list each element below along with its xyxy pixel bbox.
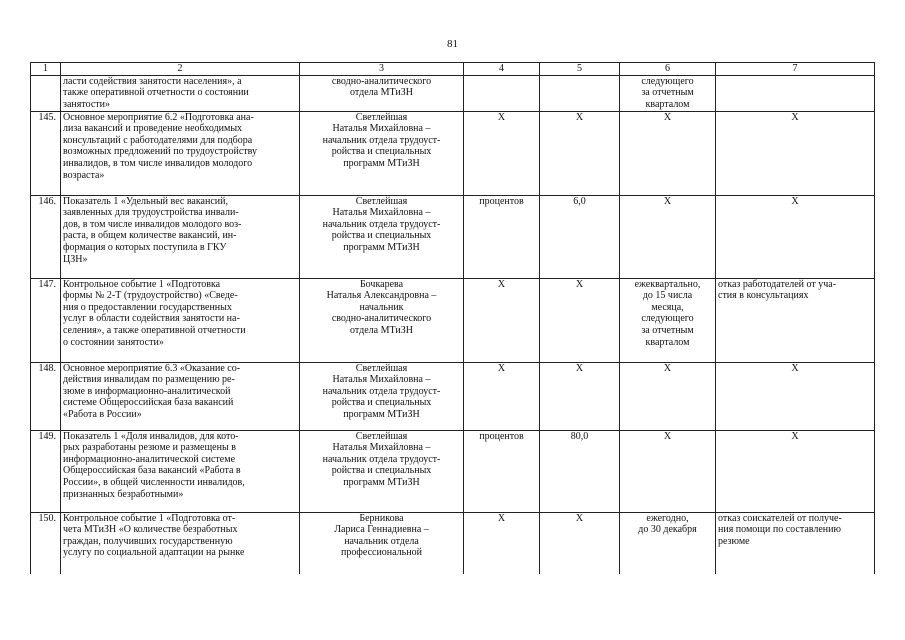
unit-of-measure: Х [464, 278, 540, 362]
row-number: 146. [31, 195, 61, 278]
unit-of-measure: процентов [464, 430, 540, 512]
page-number: 81 [447, 38, 458, 50]
target-value [540, 75, 620, 111]
deadline: следующего за отчетным кварталом [620, 75, 716, 111]
deadline: ежеквартально, до 15 числа месяца, следующего за отчетным кварталом [620, 278, 716, 362]
risk: Х [716, 111, 875, 195]
target-value: Х [540, 512, 620, 574]
plan-table [30, 62, 875, 574]
table-row [31, 195, 875, 278]
column-header: 1 [31, 63, 61, 76]
row-number: 148. [31, 362, 61, 430]
target-value: Х [540, 278, 620, 362]
unit-of-measure: Х [464, 111, 540, 195]
column-header: 6 [620, 63, 716, 76]
responsible-person: сводно-аналитического отдела МТиЗН [300, 75, 464, 111]
unit-of-measure: Х [464, 362, 540, 430]
responsible-person: Светлейшая Наталья Михайловна – начальник отдела трудоуст- ройства и специальных программ МТиЗН [300, 111, 464, 195]
event-name: Основное мероприятие 6.3 «Оказание со- действия инвалидам по размещению ре- зюме в информационно-аналитической системе Общероссийская база вакансий «Работа в России» [61, 362, 300, 430]
event-name: ласти содействия занятости населения», а также оперативной отчетности о состоянии занятости» [61, 75, 300, 111]
column-header: 3 [300, 63, 464, 76]
risk [716, 75, 875, 111]
risk: отказ соискателей от получе- ния помощи по составлению резюме [716, 512, 875, 574]
deadline: ежегодно, до 30 декабря [620, 512, 716, 574]
table-row [31, 278, 875, 362]
table-row [31, 430, 875, 512]
column-header: 7 [716, 63, 875, 76]
target-value: 6,0 [540, 195, 620, 278]
responsible-person: Бочкарева Наталья Александровна – начальник сводно-аналитического отдела МТиЗН [300, 278, 464, 362]
responsible-person: Светлейшая Наталья Михайловна – начальник отдела трудоуст- ройства и специальных программ МТиЗН [300, 362, 464, 430]
risk: Х [716, 362, 875, 430]
row-number: 145. [31, 111, 61, 195]
risk: отказ работодателей от уча- стия в консультациях [716, 278, 875, 362]
deadline: Х [620, 111, 716, 195]
row-number [31, 75, 61, 111]
deadline: Х [620, 362, 716, 430]
risk: Х [716, 430, 875, 512]
target-value: Х [540, 111, 620, 195]
page-bottom-margin [0, 578, 905, 640]
row-number: 149. [31, 430, 61, 512]
deadline: Х [620, 430, 716, 512]
target-value: 80,0 [540, 430, 620, 512]
table-row [31, 512, 875, 574]
unit-of-measure: Х [464, 512, 540, 574]
unit-of-measure [464, 75, 540, 111]
column-header: 2 [61, 63, 300, 76]
table-header-row [31, 63, 875, 76]
responsible-person: Светлейшая Наталья Михайловна – начальник отдела трудоуст- ройства и специальных программ МТиЗН [300, 195, 464, 278]
table-row [31, 75, 875, 111]
table-row [31, 362, 875, 430]
event-name: Контрольное событие 1 «Подготовка формы № 2-Т (трудоустройство) «Сведе- ния о предоставлении государственных услуг в области содействия занятости на- селения», а также оперативной отчетности о состоянии занятости» [61, 278, 300, 362]
target-value: Х [540, 362, 620, 430]
table-row [31, 111, 875, 195]
event-name: Показатель 1 «Удельный вес вакансий, заявленных для трудоустройства инвали- дов, в том числе инвалидов молодого воз- раста, в общем количестве вакансий, ин- формация о которых поступила в ГКУ ЦЗН» [61, 195, 300, 278]
event-name: Основное мероприятие 6.2 «Подготовка ана- лиза вакансий и проведение необходимых консультаций с работодателями для подбора возможных предложений по трудоустройству инвалидов, в том числе инвалидов молодого возраста» [61, 111, 300, 195]
row-number: 150. [31, 512, 61, 574]
event-name: Показатель 1 «Доля инвалидов, для кото- рых разработаны резюме и размещены в информационно-аналитической системе Общероссийская база вакансий «Работа в России», в общей численности инвалидов, признанных безработными» [61, 430, 300, 512]
column-header: 4 [464, 63, 540, 76]
column-header: 5 [540, 63, 620, 76]
deadline: Х [620, 195, 716, 278]
event-name: Контрольное событие 1 «Подготовка от- чета МТиЗН «О количестве безработных граждан, получивших государственную услугу по социальной адаптации на рынке [61, 512, 300, 574]
row-number: 147. [31, 278, 61, 362]
responsible-person: Светлейшая Наталья Михайловна – начальник отдела трудоуст- ройства и специальных программ МТиЗН [300, 430, 464, 512]
responsible-person: Берникова Лариса Геннадиевна – начальник отдела профессиональной [300, 512, 464, 574]
unit-of-measure: процентов [464, 195, 540, 278]
risk: Х [716, 195, 875, 278]
